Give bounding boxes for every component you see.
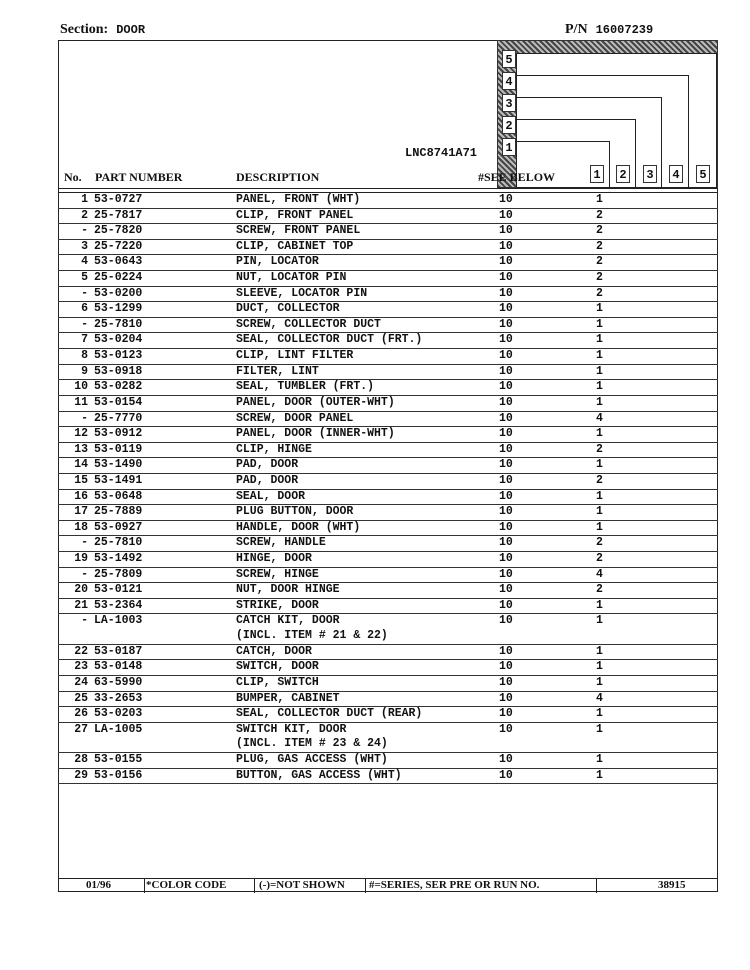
footer-divider xyxy=(144,879,145,893)
row-part-number: 25-7810 xyxy=(94,317,143,331)
footer-divider xyxy=(365,879,366,893)
table-row xyxy=(58,536,718,552)
row-description: PANEL, FRONT (WHT) xyxy=(236,193,361,206)
table-row xyxy=(58,737,718,753)
row-quantity: 2 xyxy=(596,239,603,253)
row-description: SWITCH KIT, DOOR xyxy=(236,722,347,736)
row-see-below: 10 xyxy=(499,614,513,628)
table-row xyxy=(58,723,718,738)
table-row xyxy=(58,521,718,537)
row-quantity: 2 xyxy=(596,208,603,222)
row-quantity: 4 xyxy=(596,411,603,425)
row-see-below: 10 xyxy=(499,473,513,487)
row-see-below: 10 xyxy=(499,193,513,206)
footer-date: 01/96 xyxy=(86,879,112,891)
row-part-number: 25-7889 xyxy=(94,505,143,519)
row-see-below: 10 xyxy=(499,255,513,269)
row-quantity: 1 xyxy=(596,722,603,736)
row-description: DUCT, COLLECTOR xyxy=(236,302,340,316)
row-description: FILTER, LINT xyxy=(236,364,319,378)
table-row xyxy=(58,287,718,303)
section-label: Section: xyxy=(60,22,109,37)
row-no: 10 xyxy=(74,380,88,394)
row-no: 12 xyxy=(74,427,88,441)
row-description: (INCL. ITEM # 21 & 22) xyxy=(236,629,388,643)
row-part-number: 25-7809 xyxy=(94,567,143,581)
row-quantity: 1 xyxy=(596,644,603,658)
row-quantity: 1 xyxy=(596,614,603,628)
table-row xyxy=(58,568,718,584)
series-label-2: 2 xyxy=(502,116,516,134)
row-no: 5 xyxy=(81,271,88,285)
row-quantity: 4 xyxy=(596,567,603,581)
col-no: No. xyxy=(64,170,82,184)
row-part-number: 53-2364 xyxy=(94,598,143,612)
table-row xyxy=(58,349,718,365)
row-quantity: 4 xyxy=(596,691,603,705)
row-description: PAD, DOOR xyxy=(236,473,299,487)
row-see-below: 10 xyxy=(499,660,513,674)
row-description: BUMPER, CABINET xyxy=(236,691,340,705)
row-see-below: 10 xyxy=(499,552,513,566)
row-part-number: 53-0155 xyxy=(94,752,143,766)
row-part-number: 53-0187 xyxy=(94,644,143,658)
row-part-number: LA-1005 xyxy=(94,722,143,736)
row-see-below: 10 xyxy=(499,239,513,253)
table-row xyxy=(58,490,718,506)
table-row xyxy=(58,458,718,474)
row-see-below: 10 xyxy=(499,208,513,222)
row-no: 25 xyxy=(74,691,88,705)
row-no: 23 xyxy=(74,660,88,674)
row-quantity: 1 xyxy=(596,660,603,674)
row-see-below: 10 xyxy=(499,411,513,425)
row-part-number: 33-2653 xyxy=(94,691,143,705)
row-description: SCREW, COLLECTOR DUCT xyxy=(236,317,381,331)
row-no: 26 xyxy=(74,707,88,721)
row-part-number: 53-0927 xyxy=(94,520,143,534)
row-see-below: 10 xyxy=(499,442,513,456)
series-col-2: 2 xyxy=(616,165,630,183)
row-no: - xyxy=(81,567,88,581)
footer-series-note: #=SERIES, SER PRE OR RUN NO. xyxy=(369,879,540,891)
row-quantity: 2 xyxy=(596,473,603,487)
row-no: 24 xyxy=(74,675,88,689)
row-no: - xyxy=(81,286,88,300)
row-quantity: 1 xyxy=(596,427,603,441)
row-quantity: 1 xyxy=(596,707,603,721)
row-quantity: 2 xyxy=(596,552,603,566)
row-quantity: 1 xyxy=(596,505,603,519)
row-see-below: 10 xyxy=(499,364,513,378)
parts-table xyxy=(58,193,718,784)
row-description: NUT, LOCATOR PIN xyxy=(236,271,347,285)
row-no: 8 xyxy=(81,349,88,363)
row-no: - xyxy=(81,536,88,550)
row-no: 20 xyxy=(74,583,88,597)
row-see-below: 10 xyxy=(499,427,513,441)
table-row xyxy=(58,318,718,334)
row-description: SEAL, TUMBLER (FRT.) xyxy=(236,380,375,394)
footer xyxy=(58,878,718,893)
row-no: 3 xyxy=(81,239,88,253)
row-part-number: 53-0148 xyxy=(94,660,143,674)
table-row xyxy=(58,380,718,396)
row-see-below: 10 xyxy=(499,317,513,331)
row-no: 2 xyxy=(81,208,88,222)
table-row xyxy=(58,645,718,661)
series-col-1: 1 xyxy=(590,165,604,183)
row-part-number: 25-7770 xyxy=(94,411,143,425)
row-no: 17 xyxy=(74,505,88,519)
row-description: SEAL, COLLECTOR DUCT (REAR) xyxy=(236,707,423,721)
row-part-number: 53-0643 xyxy=(94,255,143,269)
table-row xyxy=(58,753,718,769)
row-see-below: 10 xyxy=(499,302,513,316)
row-see-below: 10 xyxy=(499,224,513,238)
row-see-below: 10 xyxy=(499,536,513,550)
row-description: SEAL, DOOR xyxy=(236,489,306,503)
section-value: DOOR xyxy=(116,23,146,37)
row-description: SCREW, HINGE xyxy=(236,567,319,581)
pn-label: P/N xyxy=(565,22,588,37)
row-part-number: 25-7820 xyxy=(94,224,143,238)
row-part-number: 53-0203 xyxy=(94,707,143,721)
table-row xyxy=(58,396,718,412)
series-label-5: 5 xyxy=(502,50,516,68)
row-description: SCREW, DOOR PANEL xyxy=(236,411,354,425)
row-description: CATCH, DOOR xyxy=(236,644,312,658)
table-row xyxy=(58,302,718,318)
row-part-number: 25-7220 xyxy=(94,239,143,253)
row-part-number: 25-0224 xyxy=(94,271,143,285)
row-see-below: 10 xyxy=(499,707,513,721)
row-no: 16 xyxy=(74,489,88,503)
row-description: PANEL, DOOR (INNER-WHT) xyxy=(236,427,395,441)
row-see-below: 10 xyxy=(499,458,513,472)
row-quantity: 1 xyxy=(596,349,603,363)
row-no: - xyxy=(81,317,88,331)
row-quantity: 1 xyxy=(596,193,603,206)
row-see-below: 10 xyxy=(499,333,513,347)
row-description: (INCL. ITEM # 23 & 24) xyxy=(236,737,388,751)
footer-color-code: *COLOR CODE xyxy=(146,879,227,891)
row-quantity: 2 xyxy=(596,583,603,597)
footer-divider xyxy=(254,879,255,893)
row-see-below: 10 xyxy=(499,598,513,612)
table-row xyxy=(58,427,718,443)
footer-page-number: 38915 xyxy=(658,879,686,891)
col-description: DESCRIPTION xyxy=(236,170,320,184)
row-no: 21 xyxy=(74,598,88,612)
table-row xyxy=(58,599,718,615)
table-row xyxy=(58,365,718,381)
row-see-below: 10 xyxy=(499,286,513,300)
table-row xyxy=(58,333,718,349)
series-label-3: 3 xyxy=(502,94,516,112)
series-label-1: 1 xyxy=(502,138,516,156)
row-part-number: 53-0918 xyxy=(94,364,143,378)
series-col-4: 4 xyxy=(669,165,683,183)
row-description: CATCH KIT, DOOR xyxy=(236,614,340,628)
row-no: 19 xyxy=(74,552,88,566)
row-no: 6 xyxy=(81,302,88,316)
row-part-number: 53-0154 xyxy=(94,395,143,409)
row-no: 27 xyxy=(74,722,88,736)
row-quantity: 2 xyxy=(596,286,603,300)
row-no: 1 xyxy=(81,193,88,206)
row-description: SLEEVE, LOCATOR PIN xyxy=(236,286,368,300)
row-quantity: 1 xyxy=(596,364,603,378)
table-row xyxy=(58,629,718,645)
row-see-below: 10 xyxy=(499,752,513,766)
row-part-number: 53-0121 xyxy=(94,583,143,597)
row-description: SCREW, HANDLE xyxy=(236,536,326,550)
footer-divider xyxy=(596,879,597,893)
row-quantity: 2 xyxy=(596,271,603,285)
row-quantity: 1 xyxy=(596,598,603,612)
table-row xyxy=(58,474,718,490)
row-part-number: 63-5990 xyxy=(94,675,143,689)
row-no: 7 xyxy=(81,333,88,347)
row-part-number: 53-1299 xyxy=(94,302,143,316)
row-description: CLIP, FRONT PANEL xyxy=(236,208,354,222)
row-description: NUT, DOOR HINGE xyxy=(236,583,340,597)
header-rule xyxy=(58,188,718,189)
row-see-below: 10 xyxy=(499,395,513,409)
row-description: HANDLE, DOOR (WHT) xyxy=(236,520,361,534)
row-description: SCREW, FRONT PANEL xyxy=(236,224,361,238)
row-see-below: 10 xyxy=(499,520,513,534)
table-row xyxy=(58,552,718,568)
row-quantity: 1 xyxy=(596,333,603,347)
row-description: PANEL, DOOR (OUTER-WHT) xyxy=(236,395,395,409)
row-part-number: 53-0119 xyxy=(94,442,143,456)
model-code: LNC8741A71 xyxy=(405,146,478,160)
section-header xyxy=(60,22,145,38)
row-see-below: 10 xyxy=(499,489,513,503)
row-part-number: 53-0123 xyxy=(94,349,143,363)
row-description: BUTTON, GAS ACCESS (WHT) xyxy=(236,768,402,782)
row-no: 29 xyxy=(74,768,88,782)
row-see-below: 10 xyxy=(499,768,513,782)
row-no: 13 xyxy=(74,442,88,456)
table-row xyxy=(58,769,718,785)
row-see-below: 10 xyxy=(499,583,513,597)
row-part-number: 53-0156 xyxy=(94,768,143,782)
row-part-number: 53-1492 xyxy=(94,552,143,566)
row-no: 18 xyxy=(74,520,88,534)
row-part-number: 53-0282 xyxy=(94,380,143,394)
table-row xyxy=(58,240,718,256)
row-see-below: 10 xyxy=(499,691,513,705)
row-see-below: 10 xyxy=(499,722,513,736)
row-no: - xyxy=(81,224,88,238)
row-no: 28 xyxy=(74,752,88,766)
row-see-below: 10 xyxy=(499,567,513,581)
table-row xyxy=(58,271,718,287)
row-see-below: 10 xyxy=(499,505,513,519)
row-quantity: 1 xyxy=(596,458,603,472)
row-quantity: 1 xyxy=(596,520,603,534)
row-part-number: 53-1491 xyxy=(94,473,143,487)
row-quantity: 1 xyxy=(596,302,603,316)
row-description: PAD, DOOR xyxy=(236,458,299,472)
row-quantity: 1 xyxy=(596,768,603,782)
table-row xyxy=(58,412,718,428)
row-quantity: 1 xyxy=(596,380,603,394)
row-no: 4 xyxy=(81,255,88,269)
row-see-below: 10 xyxy=(499,675,513,689)
row-quantity: 2 xyxy=(596,442,603,456)
table-row xyxy=(58,583,718,599)
row-no: 9 xyxy=(81,364,88,378)
row-part-number: 25-7817 xyxy=(94,208,143,222)
table-row xyxy=(58,443,718,459)
series-label-4: 4 xyxy=(502,72,516,90)
row-no: 11 xyxy=(74,395,88,409)
table-row xyxy=(58,224,718,240)
row-no: 22 xyxy=(74,644,88,658)
row-description: PLUG BUTTON, DOOR xyxy=(236,505,354,519)
row-quantity: 1 xyxy=(596,317,603,331)
row-part-number: 25-7810 xyxy=(94,536,143,550)
row-quantity: 1 xyxy=(596,675,603,689)
footer-not-shown: (-)=NOT SHOWN xyxy=(259,879,345,891)
row-part-number: LA-1003 xyxy=(94,614,143,628)
row-description: PIN, LOCATOR xyxy=(236,255,319,269)
series-col-5: 5 xyxy=(696,165,710,183)
row-no: 14 xyxy=(74,458,88,472)
row-part-number: 53-1490 xyxy=(94,458,143,472)
row-see-below: 10 xyxy=(499,644,513,658)
row-no: 15 xyxy=(74,473,88,487)
row-part-number: 53-0648 xyxy=(94,489,143,503)
row-part-number: 53-0204 xyxy=(94,333,143,347)
row-no: - xyxy=(81,614,88,628)
table-row xyxy=(58,505,718,521)
col-part-number: PART NUMBER xyxy=(95,170,183,184)
row-quantity: 1 xyxy=(596,752,603,766)
row-description: SWITCH, DOOR xyxy=(236,660,319,674)
table-row xyxy=(58,614,718,629)
table-row xyxy=(58,707,718,723)
row-description: CLIP, HINGE xyxy=(236,442,312,456)
row-see-below: 10 xyxy=(499,271,513,285)
pn-value: 16007239 xyxy=(595,23,654,37)
part-number-header xyxy=(565,22,653,38)
series-diagram xyxy=(497,40,718,188)
row-quantity: 2 xyxy=(596,536,603,550)
row-quantity: 2 xyxy=(596,255,603,269)
series-col-3: 3 xyxy=(643,165,657,183)
row-part-number: 53-0200 xyxy=(94,286,143,300)
table-row xyxy=(58,660,718,676)
row-see-below: 10 xyxy=(499,349,513,363)
col-see-below: #SEE BELOW xyxy=(478,170,556,184)
row-description: SEAL, COLLECTOR DUCT (FRT.) xyxy=(236,333,423,347)
row-part-number: 53-0727 xyxy=(94,193,143,206)
row-description: HINGE, DOOR xyxy=(236,552,312,566)
row-see-below: 10 xyxy=(499,380,513,394)
table-row xyxy=(58,676,718,692)
table-row xyxy=(58,692,718,708)
row-description: CLIP, SWITCH xyxy=(236,675,319,689)
row-description: PLUG, GAS ACCESS (WHT) xyxy=(236,752,388,766)
table-row xyxy=(58,193,718,209)
row-description: CLIP, CABINET TOP xyxy=(236,239,354,253)
table-row xyxy=(58,209,718,225)
row-quantity: 2 xyxy=(596,224,603,238)
row-no: - xyxy=(81,411,88,425)
table-row xyxy=(58,255,718,271)
row-description: CLIP, LINT FILTER xyxy=(236,349,354,363)
row-quantity: 1 xyxy=(596,395,603,409)
row-quantity: 1 xyxy=(596,489,603,503)
row-description: STRIKE, DOOR xyxy=(236,598,319,612)
row-part-number: 53-0912 xyxy=(94,427,143,441)
